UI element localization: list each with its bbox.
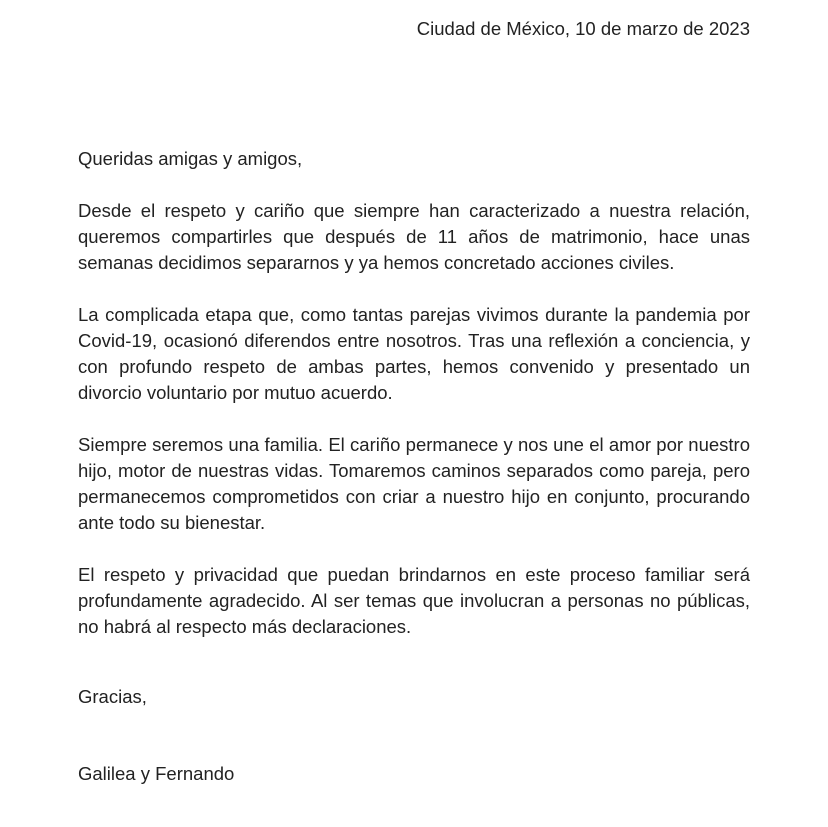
letter-signature: Galilea y Fernando bbox=[78, 763, 235, 784]
body-paragraph: La complicada etapa que, como tantas parejas vivimos durante la pandemia por Covid-19, ocasionó diferendos entre nosotros. Tras una reflexión a conciencia, y con profundo respeto de ambas partes, hemos convenido y presentado un divorcio voluntario por mutuo acuerdo. bbox=[78, 304, 750, 403]
letter-greeting: Queridas amigas y amigos, bbox=[78, 148, 303, 169]
body-paragraph: Desde el respeto y cariño que siempre han caracterizado a nuestra relación, queremos compartirles que después de 11 años de matrimonio, hace unas semanas decidimos separarnos y ya hemos concretado acciones civiles. bbox=[78, 200, 750, 273]
body-paragraph: Siempre seremos una familia. El cariño permanece y nos une el amor por nuestro hijo, motor de nuestras vidas. Tomaremos caminos separados como pareja, pero permanecemos comprometidos con criar a nuestro hijo en conjunto, procurando ante todo su bienestar. bbox=[78, 434, 750, 533]
body-paragraph: El respeto y privacidad que puedan brindarnos en este proceso familiar será profundamente agradecido. Al ser temas que involucran a personas no públicas, no habrá al respecto más declaraciones. bbox=[78, 564, 750, 637]
letter-date: Ciudad de México, 10 de marzo de 2023 bbox=[416, 18, 750, 39]
letter-body bbox=[78, 198, 750, 666]
letter-closing: Gracias, bbox=[78, 686, 147, 707]
